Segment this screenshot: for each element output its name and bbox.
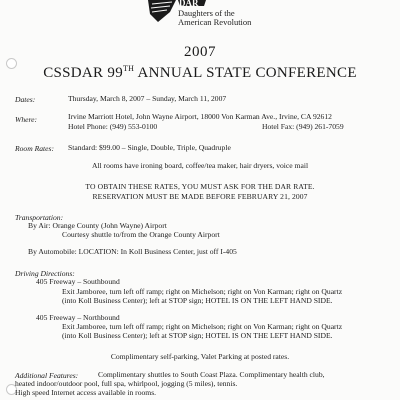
logo-text: DAR (179, 0, 199, 8)
rate-notice-line-2: RESERVATION MUST BE MADE BEFORE FEBRUARY 21, 2007 (92, 192, 308, 201)
northbound-step-2: (into Koll Business Center); left at STOP sign; HOTEL IS ON THE LEFT HAND SIDE. (62, 331, 333, 340)
org-name-line-1: Daughters of the (178, 8, 235, 18)
org-name-line-2: American Revolution (178, 17, 252, 27)
room-rates-label: Room Rates: (15, 144, 55, 153)
dates-label: Dates: (15, 95, 36, 104)
additional-features-label: Additional Features: (15, 371, 79, 380)
conference-title (0, 64, 400, 82)
parking-note: Complimentary self-parking, Valet Parking at posted rates. (110, 352, 290, 361)
dar-logo (148, 0, 278, 26)
hotel-phone: Hotel Phone: (949) 553-0100 (68, 122, 158, 131)
rate-notice-line-1: TO OBTAIN THESE RATES, YOU MUST ASK FOR THE DAR RATE. (85, 182, 315, 191)
additional-features-line-1: Complimentary shuttles to South Coast Plaza. Complimentary health club, (98, 370, 325, 379)
driving-directions-label: Driving Directions: (15, 269, 75, 278)
title-suffix: ANNUAL STATE CONFERENCE (134, 65, 357, 81)
southbound-heading: 405 Freeway – Southbound (36, 277, 120, 286)
dates-value: Thursday, March 8, 2007 – Sunday, March 11, 2007 (68, 94, 227, 103)
title-prefix: CSSDAR 99 (43, 65, 123, 81)
southbound-step-1: Exit Jamboree, turn left off ramp; right on Michelson; right on Von Karman; right on Quartz (62, 287, 343, 296)
transportation-label: Transportation: (15, 213, 64, 222)
airport-shuttle: Courtesy shuttle to/from the Orange County Airport (62, 230, 220, 239)
southbound-step-2: (into Koll Business Center); left at STOP sign; HOTEL IS ON THE LEFT HAND SIDE. (62, 296, 333, 305)
hotel-fax: Hotel Fax: (949) 261-7059 (262, 122, 344, 131)
title-ordinal: TH (123, 64, 135, 73)
additional-features-line-2: heated indoor/outdoor pool, full spa, whirlpool, jogging (5 miles), tennis. (15, 379, 238, 388)
conference-year: 2007 (184, 44, 216, 60)
where-address: Irvine Marriott Hotel, John Wayne Airport, 18000 Von Karman Ave., Irvine, CA 92612 (68, 112, 332, 121)
by-automobile: By Automobile: LOCATION: In Koll Business Center, just off I-405 (28, 247, 237, 256)
room-rates-value: Standard: $99.00 – Single, Double, Triple, Quadruple (68, 143, 231, 152)
amenities-line: All rooms have ironing board, coffee/tea maker, hair dryers, voice mail (91, 161, 309, 170)
by-air: By Air: Orange County (John Wayne) Airport (28, 221, 167, 230)
northbound-step-1: Exit Jamboree, turn left off ramp; right on Michelson; right on Von Karman; right on Quartz (62, 322, 343, 331)
where-label: Where: (15, 115, 38, 124)
additional-features-line-3: High speed Internet access available in rooms. (15, 388, 157, 397)
northbound-heading: 405 Freeway – Northbound (36, 313, 120, 322)
